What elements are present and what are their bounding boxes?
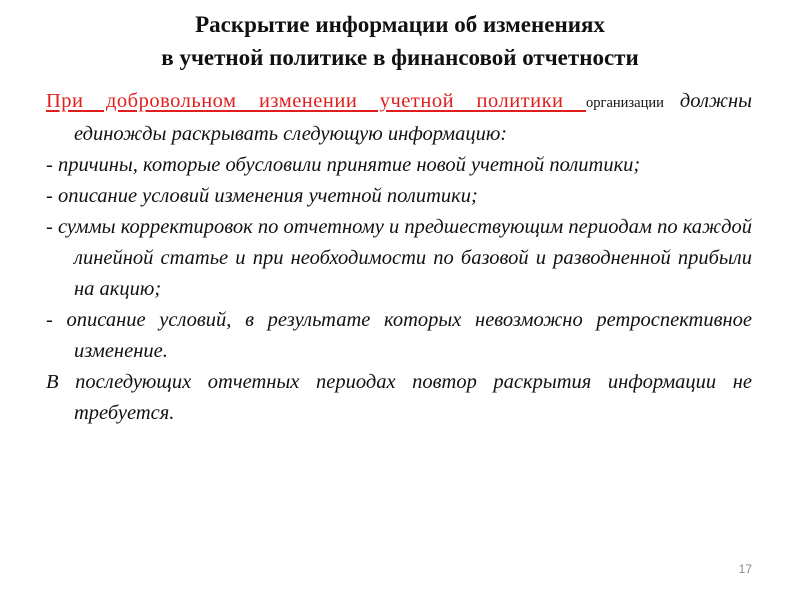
list-item-impossibility: - описание условий, в результате которых невозможно ретроспективное изменение. — [46, 309, 752, 362]
slide-title-line-1: Раскрытие информации об изменениях — [195, 12, 605, 37]
intro-small-word: организации — [586, 95, 664, 111]
slide-body — [46, 86, 752, 429]
intro-rest: должны единожды раскрывать следующую информацию: — [74, 90, 752, 145]
slide-title — [40, 8, 760, 74]
closing-paragraph: В последующих отчетных периодах повтор раскрытия информации не требуется. — [46, 371, 752, 424]
list-item-conditions: - описание условий изменения учетной политики; — [46, 185, 478, 207]
list-item-adjustments: - суммы корректировок по отчетному и предшествующим периодам по каждой линейной статье и при необходимости по базовой и разводненной прибыли на акцию; — [46, 216, 752, 300]
intro-highlight: При добровольном изменении учетной политики — [46, 90, 586, 112]
page-number: 17 — [738, 562, 752, 576]
intro-paragraph — [46, 86, 752, 150]
list-item-reasons: - причины, которые обусловили принятие новой учетной политики; — [46, 154, 641, 176]
slide-title-line-2: в учетной политике в финансовой отчетности — [161, 45, 639, 70]
